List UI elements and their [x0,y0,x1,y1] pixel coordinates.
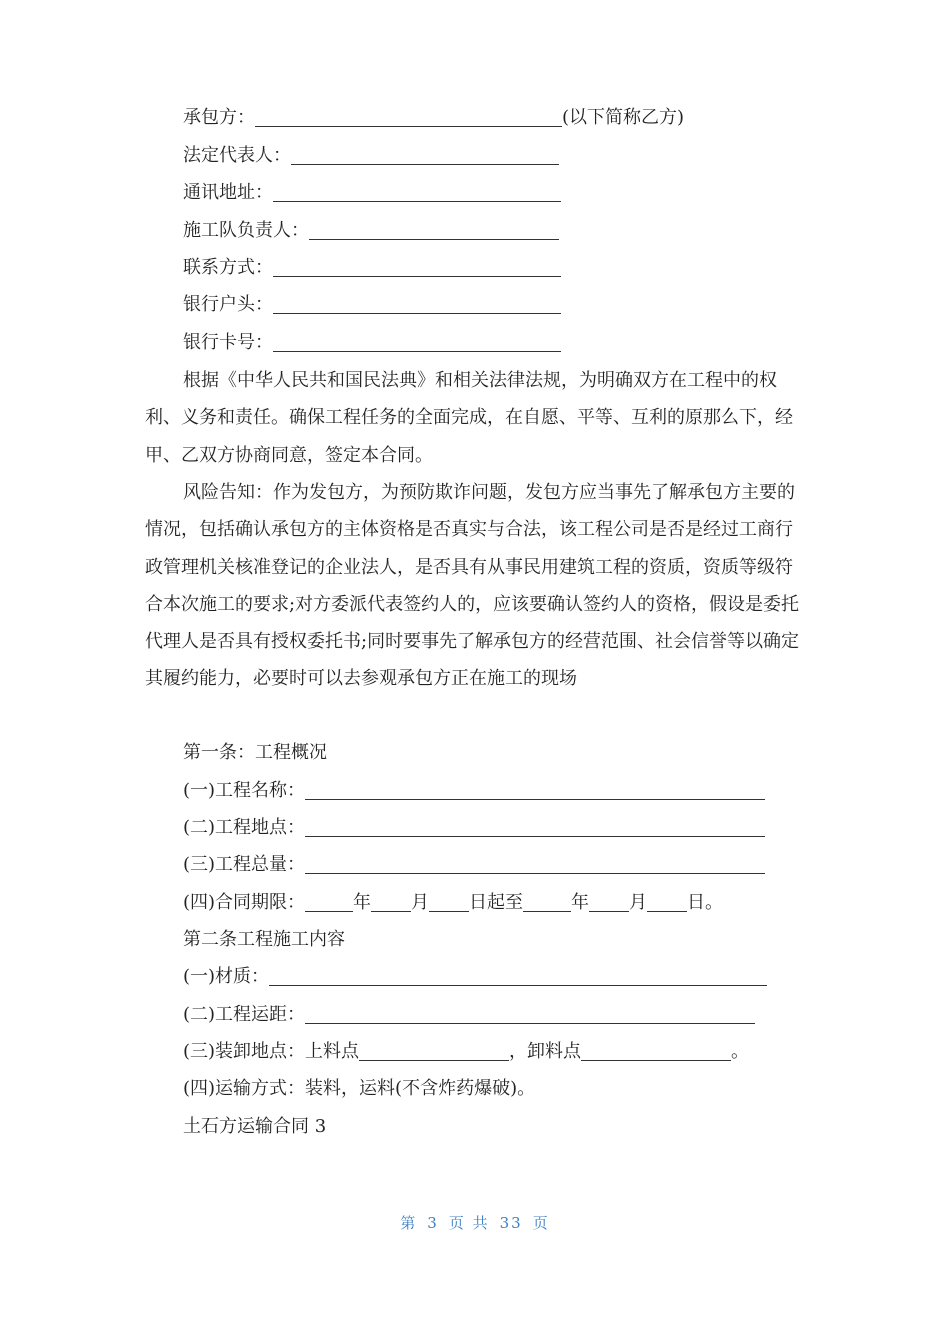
loading-label: (三)装卸地点： [183,1041,306,1062]
bank-card-blank [273,333,561,352]
bank-card-line [183,331,561,355]
end-month-blank [589,893,629,912]
address-line [183,181,561,205]
material-blank [269,967,767,986]
footer-of-word: 页 共 [448,1214,490,1232]
team-lead-blank [309,221,559,240]
bank-card-label: 银行卡号： [183,332,273,353]
distance-blank [305,1005,755,1024]
project-total-blank [305,855,765,874]
material-line [183,965,767,989]
contract-term-line [183,891,723,915]
preamble-text: 根据《中华人民共和国民法典》和相关法律法规，为明确双方在工程中的权利、义务和责任。确保工程任务的全面完成，在自愿、平等、互利的原那么下，经甲、乙双方协商同意，签定本合同。 [145,370,793,466]
project-location-label: (二)工程地点： [183,817,306,838]
contact-label: 联系方式： [183,257,273,278]
project-name-line [183,779,765,803]
start-day-word: 日起至 [469,892,524,913]
preamble-paragraph [145,362,810,474]
article2-title: 第二条工程施工内容 [183,929,345,950]
contact-line [183,256,561,280]
next-contract-heading: 土石方运输合同 3 [183,1116,327,1137]
contractor-blank [255,108,562,127]
distance-label: (二)工程运距： [183,1004,306,1025]
start-year-blank [305,893,353,912]
footer-page-number: 3 [427,1214,439,1232]
contractor-suffix: (以下简称乙方) [562,107,685,128]
transport-line: (四)运输方式：装料，运料(不含炸药爆破)。 [183,1078,536,1099]
end-month-word: 月 [629,892,648,913]
start-month-word: 月 [411,892,430,913]
start-year-word: 年 [353,892,372,913]
contact-blank [273,258,561,277]
footer-page-suffix: 页 [532,1214,550,1232]
project-name-label: (一)工程名称： [183,780,306,801]
end-year-blank [523,893,571,912]
unload-point-label: ，卸料点 [509,1041,582,1062]
bank-account-blank [273,295,561,314]
end-year-word: 年 [571,892,590,913]
risk-notice-paragraph [145,474,810,698]
article1-title: 第一条：工程概况 [183,742,327,763]
start-day-blank [429,893,469,912]
footer-page-word: 第 [400,1214,418,1232]
distance-line [183,1003,755,1027]
bank-account-label: 银行户头： [183,294,273,315]
address-blank [273,183,561,202]
footer-total-pages: 33 [499,1214,523,1232]
bank-account-line [183,293,561,317]
unload-point-blank [581,1042,731,1061]
address-label: 通讯地址： [183,182,273,203]
loading-line [183,1040,749,1064]
project-name-blank [305,781,765,800]
page-footer [0,1212,950,1233]
project-total-line [183,853,765,877]
project-location-line [183,816,765,840]
contractor-line [183,106,684,130]
contract-term-label: (四)合同期限： [183,892,306,913]
end-day-word: 日。 [687,892,724,913]
risk-notice-text: 风险告知：作为发包方，为预防欺诈问题，发包方应当事先了解承包方主要的情况，包括确认承包方的主体资格是否真实与合法，该工程公司是否是经过工商行政管理机关核准登记的企业法人，是否具有从事民用建筑工程的资质，资质等级符合本次施工的要求;对方委派代表签约人的，应该要确认签约人的资格，假设是委托代理人是否具有授权委托书;同时要事先了解承包方的经营范围、社会信誉等以确定其履约能力，必要时可以去参观承包方正在施工的现场 [145,482,800,690]
project-total-label: (三)工程总量： [183,854,306,875]
load-point-label: 上料点 [305,1041,360,1062]
load-point-blank [359,1042,509,1061]
start-month-blank [371,893,411,912]
loading-period: 。 [731,1041,750,1062]
end-day-blank [647,893,687,912]
material-label: (一)材质： [183,966,270,987]
project-location-blank [305,818,765,837]
legal-rep-label: 法定代表人： [183,145,291,166]
team-lead-line [183,219,559,243]
team-lead-label: 施工队负责人： [183,220,309,241]
legal-rep-blank [291,146,559,165]
legal-rep-line [183,144,559,168]
contractor-label: 承包方： [183,107,255,128]
